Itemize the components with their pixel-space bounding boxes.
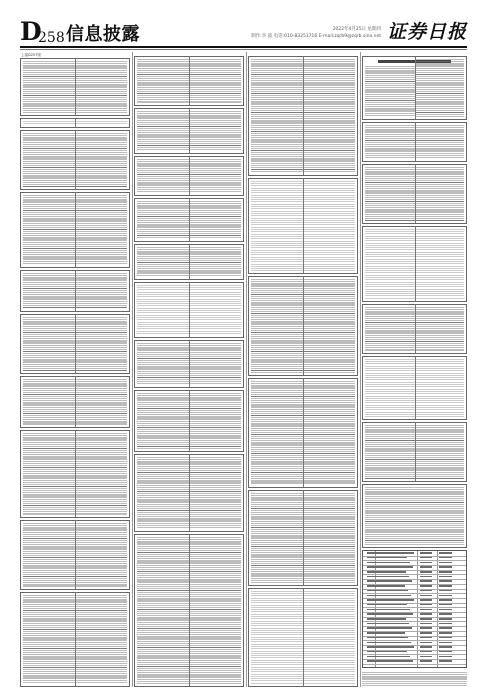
table-cell	[377, 604, 407, 606]
table-cell	[439, 590, 451, 592]
text-block	[362, 164, 467, 224]
text-block	[20, 520, 130, 590]
masthead-rule-thin	[20, 49, 467, 50]
table-cell	[439, 609, 451, 611]
text-block	[134, 454, 244, 532]
table-cell	[439, 576, 451, 578]
table-cell	[420, 613, 432, 615]
table-cell	[420, 562, 432, 564]
table-cell	[367, 552, 377, 554]
date-line: 2022年4月25日 星期四	[332, 27, 381, 32]
table-cell	[367, 623, 377, 625]
table-cell	[377, 576, 409, 578]
table-cell	[377, 595, 411, 597]
table-cell	[439, 613, 451, 615]
table-cell	[420, 632, 432, 634]
text-block	[248, 378, 358, 488]
table-cell	[420, 618, 432, 620]
text-block	[134, 534, 244, 687]
masthead-rule-thick	[20, 46, 467, 48]
editor-line: 制作:李 波 电话:010-83251716 E-mail:zqrb9@zqrb.sina.net	[251, 34, 381, 39]
table-cell	[377, 627, 412, 629]
text-block	[362, 304, 467, 354]
column-divider	[132, 52, 133, 687]
table-cell	[420, 590, 432, 592]
page-number: 258	[38, 30, 65, 46]
table-cell	[439, 595, 451, 597]
table-cell	[377, 552, 414, 554]
table-cell	[420, 627, 432, 629]
table-cell	[367, 576, 377, 578]
table-cell	[367, 599, 377, 601]
table-cell	[377, 590, 408, 592]
text-block	[134, 390, 244, 452]
table-cell	[439, 646, 451, 648]
text-block	[134, 244, 244, 280]
column-3	[248, 52, 358, 687]
text-block	[20, 192, 130, 268]
text-block	[362, 422, 467, 482]
table-cell	[439, 637, 451, 639]
table-cell	[377, 562, 410, 564]
continued-label: 上接D257版	[21, 53, 41, 57]
table-cell	[377, 580, 412, 582]
table-cell	[420, 576, 432, 578]
text-block	[248, 178, 358, 274]
table-cell	[439, 627, 451, 629]
table-cell	[420, 571, 432, 573]
table-cell	[367, 580, 377, 582]
newspaper-logo: 证券日报	[387, 21, 468, 43]
table-cell	[377, 660, 413, 662]
table-cell	[420, 637, 432, 639]
table-cell	[439, 656, 451, 658]
table-cell	[420, 646, 432, 648]
table-cell	[439, 599, 451, 601]
table-cell	[377, 637, 408, 639]
text-block	[362, 226, 467, 302]
table-cell	[377, 632, 405, 634]
table-cell	[420, 566, 432, 568]
table-cell	[420, 599, 432, 601]
text-block	[362, 356, 467, 420]
table-cell	[439, 642, 451, 644]
table-cell	[367, 646, 377, 648]
table-cell	[367, 632, 377, 634]
text-block	[248, 56, 358, 176]
page-letter: D	[20, 17, 42, 46]
text-block	[20, 592, 130, 687]
table-cell	[367, 562, 377, 564]
table-cell	[439, 660, 451, 662]
table-cell	[377, 571, 406, 573]
table-cell	[367, 656, 377, 658]
text-block	[20, 376, 130, 428]
text-block	[20, 130, 130, 190]
table-cell	[439, 552, 451, 554]
text-block	[248, 276, 358, 376]
table-cell	[420, 656, 432, 658]
text-block	[20, 118, 130, 128]
text-block	[134, 56, 244, 106]
table-cell	[420, 595, 432, 597]
table-row	[363, 659, 466, 665]
table-cell	[367, 642, 377, 644]
text-block	[134, 156, 244, 196]
text-block	[248, 490, 358, 586]
table-cell	[420, 660, 432, 662]
table-cell	[367, 595, 377, 597]
table-cell	[439, 604, 451, 606]
table-cell	[377, 557, 407, 559]
table-cell	[420, 609, 432, 611]
table-cell	[420, 585, 432, 587]
text-block	[248, 588, 358, 687]
table-cell	[420, 651, 432, 653]
text-block	[134, 340, 244, 388]
table-cell	[367, 627, 377, 629]
table-cell	[377, 618, 406, 620]
table-cell	[439, 585, 451, 587]
table-cell	[439, 580, 451, 582]
table-cell	[420, 557, 432, 559]
table-cell	[420, 580, 432, 582]
data-table	[362, 550, 467, 668]
text-block	[20, 430, 130, 518]
text-block	[134, 282, 244, 338]
table-cell	[439, 562, 451, 564]
table-cell	[439, 557, 451, 559]
table-cell	[377, 656, 410, 658]
table-cell	[377, 642, 411, 644]
table-cell	[439, 632, 451, 634]
table-cell	[367, 604, 377, 606]
table-cell	[367, 585, 377, 587]
table-cell	[439, 651, 451, 653]
table-cell	[367, 566, 377, 568]
table-cell	[420, 604, 432, 606]
table-cell	[377, 613, 413, 615]
table-cell	[367, 609, 377, 611]
table-cell	[367, 618, 377, 620]
table-cell	[420, 623, 432, 625]
text-block	[20, 58, 130, 116]
table-footnote	[362, 672, 467, 686]
table-cell	[377, 599, 414, 601]
table-cell	[377, 609, 410, 611]
text-block	[362, 484, 467, 548]
table-cell	[439, 571, 451, 573]
column-divider	[246, 52, 247, 687]
table-cell	[439, 618, 451, 620]
table-cell	[367, 660, 377, 662]
text-block	[20, 314, 130, 374]
table-cell	[367, 613, 377, 615]
table-cell	[420, 642, 432, 644]
table-cell	[367, 557, 377, 559]
text-block	[362, 56, 467, 120]
column-4	[362, 52, 467, 687]
text-block	[20, 270, 130, 312]
masthead	[20, 17, 468, 46]
table-cell	[367, 590, 377, 592]
table-cell	[439, 623, 451, 625]
table-cell	[377, 566, 413, 568]
column-1	[20, 52, 130, 687]
section-title: 信息披露	[66, 24, 140, 45]
table-cell	[420, 552, 432, 554]
table-cell	[367, 637, 377, 639]
table-cell	[367, 651, 377, 653]
text-block	[362, 122, 467, 162]
table-cell	[439, 566, 451, 568]
table-cell	[377, 651, 407, 653]
table-cell	[377, 623, 409, 625]
text-block	[134, 108, 244, 154]
text-block	[134, 198, 244, 242]
column-divider	[360, 52, 361, 687]
table-cell	[377, 585, 405, 587]
table-cell	[367, 571, 377, 573]
column-2	[134, 52, 244, 687]
table-cell	[377, 646, 414, 648]
